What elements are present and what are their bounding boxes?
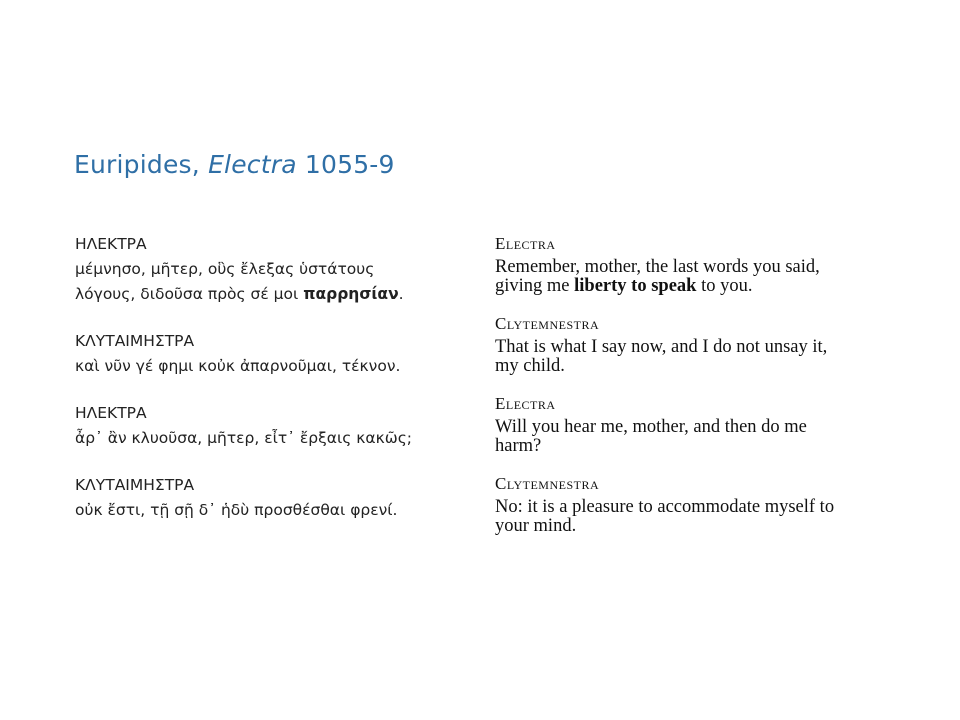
- english-speech: [495, 313, 915, 376]
- english-line: [495, 277, 915, 296]
- greek-text-column: [75, 232, 475, 545]
- slide-title: [74, 150, 395, 179]
- english-line: Remember, mother, the last words you said,: [495, 257, 820, 277]
- greek-verse: μέμνησο, μῆτερ, οὓς ἔλεξας ὑστάτους: [75, 260, 375, 278]
- greek-speech: [75, 329, 475, 379]
- english-speaker: Clytemnestra: [495, 474, 600, 493]
- english-line: harm?: [495, 436, 542, 456]
- greek-speaker: ΗΛΕΚΤΡΑ: [75, 235, 147, 253]
- english-line: my child.: [495, 356, 565, 376]
- english-speaker: Electra: [495, 394, 556, 413]
- english-line: No: it is a pleasure to accommodate myself to: [495, 497, 835, 517]
- english-speech: [495, 233, 915, 296]
- title-lines: 1055-9: [296, 150, 395, 179]
- greek-verse: οὐκ ἔστι, τῇ σῇ δ᾽ ἡδὺ προσθέσθαι φρενί.: [75, 501, 398, 519]
- greek-verse: καὶ νῦν γέ φημι κοὐκ ἀπαρνοῦμαι, τέκνον.: [75, 357, 401, 375]
- greek-verse: ἆρ᾽ ἂν κλυοῦσα, μῆτερ, εἶτ᾽ ἔρξαις κακῶς;: [75, 429, 413, 447]
- greek-speaker: ΚΛΥΤΑΙΜΗΣΤΡΑ: [75, 476, 195, 494]
- english-line: That is what I say now, and I do not unsay it,: [495, 337, 828, 357]
- english-speaker: Electra: [495, 234, 556, 253]
- greek-speech: [75, 473, 475, 523]
- title-author: Euripides,: [74, 150, 209, 179]
- title-work: Electra: [208, 150, 297, 179]
- english-line: your mind.: [495, 516, 577, 536]
- english-speech: [495, 473, 915, 536]
- english-line-text: to you.: [696, 276, 753, 296]
- greek-speaker: ΚΛΥΤΑΙΜΗΣΤΡΑ: [75, 332, 195, 350]
- greek-speaker: ΗΛΕΚΤΡΑ: [75, 404, 147, 422]
- greek-verse-punct: .: [398, 285, 404, 303]
- greek-verse-text: λόγους, διδοῦσα πρὸς σέ μοι: [75, 285, 304, 303]
- greek-verse: [75, 282, 475, 307]
- english-line: Will you hear me, mother, and then do me: [495, 417, 807, 437]
- greek-highlight: παρρησίαν: [303, 285, 399, 303]
- english-line-text: giving me: [495, 276, 575, 296]
- greek-speech: [75, 401, 475, 451]
- greek-speech: [75, 232, 475, 307]
- english-translation-column: [495, 233, 915, 553]
- english-speaker: Clytemnestra: [495, 314, 600, 333]
- english-highlight: liberty to speak: [574, 276, 697, 296]
- english-speech: [495, 393, 915, 456]
